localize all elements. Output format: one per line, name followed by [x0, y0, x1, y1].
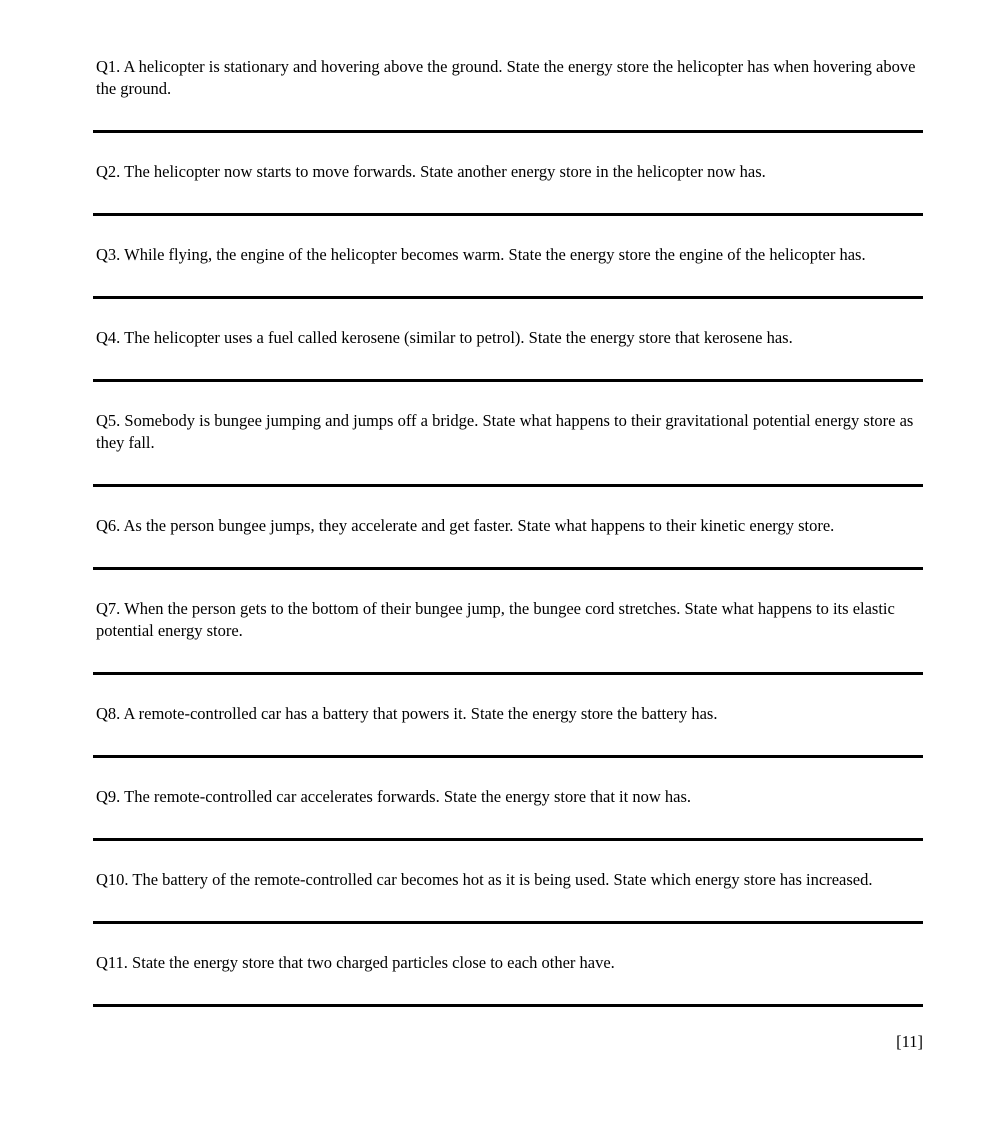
spacer — [93, 537, 923, 567]
spacer — [93, 924, 923, 952]
question-text: Q3. While flying, the engine of the helicopter becomes warm. State the energy store the engine of the helicopter has. — [96, 245, 866, 264]
spacer — [93, 570, 923, 598]
total-marks: [11] — [896, 1032, 923, 1051]
question-text: Q1. A helicopter is stationary and hovering above the ground. State the energy store the helicopter has when hovering above the ground. — [96, 57, 916, 98]
spacer — [93, 808, 923, 838]
question-block-q1 — [93, 56, 923, 161]
spacer — [93, 349, 923, 379]
question-block-q9 — [93, 786, 923, 869]
spacer — [93, 266, 923, 296]
question-text: Q4. The helicopter uses a fuel called kerosene (similar to petrol). State the energy store that kerosene has. — [96, 328, 793, 347]
question-text: Q5. Somebody is bungee jumping and jumps off a bridge. State what happens to their gravitational potential energy store as they fall. — [96, 411, 914, 452]
question-block-q10 — [93, 869, 923, 952]
question-block-q5 — [93, 410, 923, 515]
spacer — [93, 891, 923, 921]
question-text: Q6. As the person bungee jumps, they accelerate and get faster. State what happens to their kinetic energy store. — [96, 516, 835, 535]
spacer — [93, 725, 923, 755]
spacer — [93, 487, 923, 515]
question-text: Q10. The battery of the remote-controlled car becomes hot as it is being used. State which energy store has increased. — [96, 870, 873, 889]
question-text: Q2. The helicopter now starts to move forwards. State another energy store in the helicopter now has. — [96, 162, 766, 181]
question-block-q4 — [93, 327, 923, 410]
question-block-q3 — [93, 244, 923, 327]
spacer — [93, 216, 923, 244]
spacer — [93, 675, 923, 703]
question-block-q8 — [93, 703, 923, 786]
spacer — [93, 299, 923, 327]
question-text: Q9. The remote-controlled car accelerates forwards. State the energy store that it now has. — [96, 787, 691, 806]
question-text: Q11. State the energy store that two charged particles close to each other have. — [96, 953, 615, 972]
spacer — [93, 974, 923, 1004]
spacer — [93, 841, 923, 869]
question-block-q2 — [93, 161, 923, 244]
spacer — [93, 758, 923, 786]
spacer — [93, 454, 923, 484]
spacer — [93, 133, 923, 161]
spacer — [93, 382, 923, 410]
question-block-q6 — [93, 515, 923, 598]
question-block-q7 — [93, 598, 923, 703]
question-text: Q7. When the person gets to the bottom of their bungee jump, the bungee cord stretches. State what happens to its elastic potential energy store. — [96, 599, 895, 640]
spacer — [93, 183, 923, 213]
spacer — [93, 642, 923, 672]
question-text: Q8. A remote-controlled car has a battery that powers it. State the energy store the battery has. — [96, 704, 718, 723]
question-block-q11 — [93, 952, 923, 1007]
spacer — [93, 100, 923, 130]
